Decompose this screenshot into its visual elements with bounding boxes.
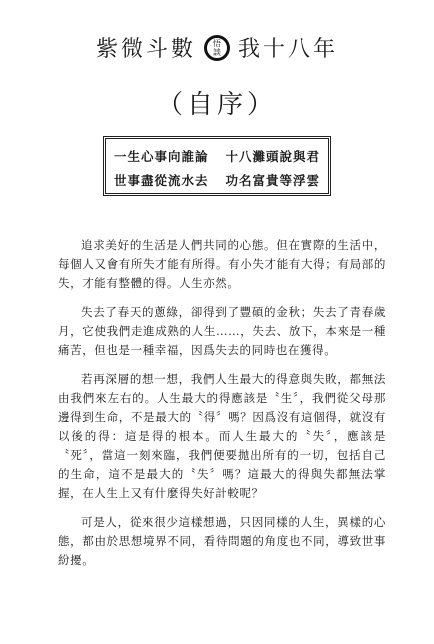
- poem-row-1: [114, 146, 320, 170]
- paragraph: 若再深層的想一想，我們人生最大的得意與失敗，都無法由我們來左右的。人生最大的得應該是〝生〞，我們從父母那邊得到生命，不是最大的〝得〞嗎？因爲沒有這個得，就沒有以後的得：這是得的根本。而人生最大的〝失〞，應該是〝死〞，當這一刻來臨，我們便要拋出所有的一切，包括自己的生命，這不是最大的〝失〞嗎？這最大的得與失都無法掌握，在人生上又有什麼得失好計較呢？: [58, 372, 386, 500]
- preface-title: （自序）: [156, 90, 277, 120]
- seal-logo: [204, 35, 230, 61]
- seal-top-char: 悟: [213, 38, 221, 48]
- poem-line: 世事盡從流水去: [114, 173, 209, 188]
- header-title-right: 我十八年: [238, 37, 339, 62]
- body-text: [58, 236, 386, 580]
- poem-line: 十八灘頭說與君: [225, 149, 320, 164]
- poem-line: 功名富貴等浮雲: [225, 173, 320, 188]
- header-title-left: 紫微斗數: [95, 37, 196, 62]
- poem-row-2: [114, 170, 320, 194]
- paragraph: 追求美好的生活是人們共同的心態。但在實際的生活中，每個人又會有所失才能有所得。有小失才能有大得；有局部的失，才能有整體的得。人生亦然。: [58, 238, 386, 290]
- seal-bottom-char: 談: [213, 47, 221, 57]
- paragraph: 可是人，從來很少這樣想過，只因同樣的人生，異樣的心態，都由於思想境界不同，看待問題的角度也不同，導致世事紛擾。: [58, 515, 386, 567]
- paragraph: 失去了春天的蔥綠，卻得到了豐碩的金秋；失去了青春歲月，它使我們走進成熟的人生……，失去、放下，本來是一種痛苦，但也是一種幸福，因爲失去的同時也在獲得。: [58, 305, 386, 357]
- poem-box: [103, 136, 331, 196]
- poem-line: 一生心事向誰論: [114, 149, 209, 164]
- page-header: [0, 32, 434, 63]
